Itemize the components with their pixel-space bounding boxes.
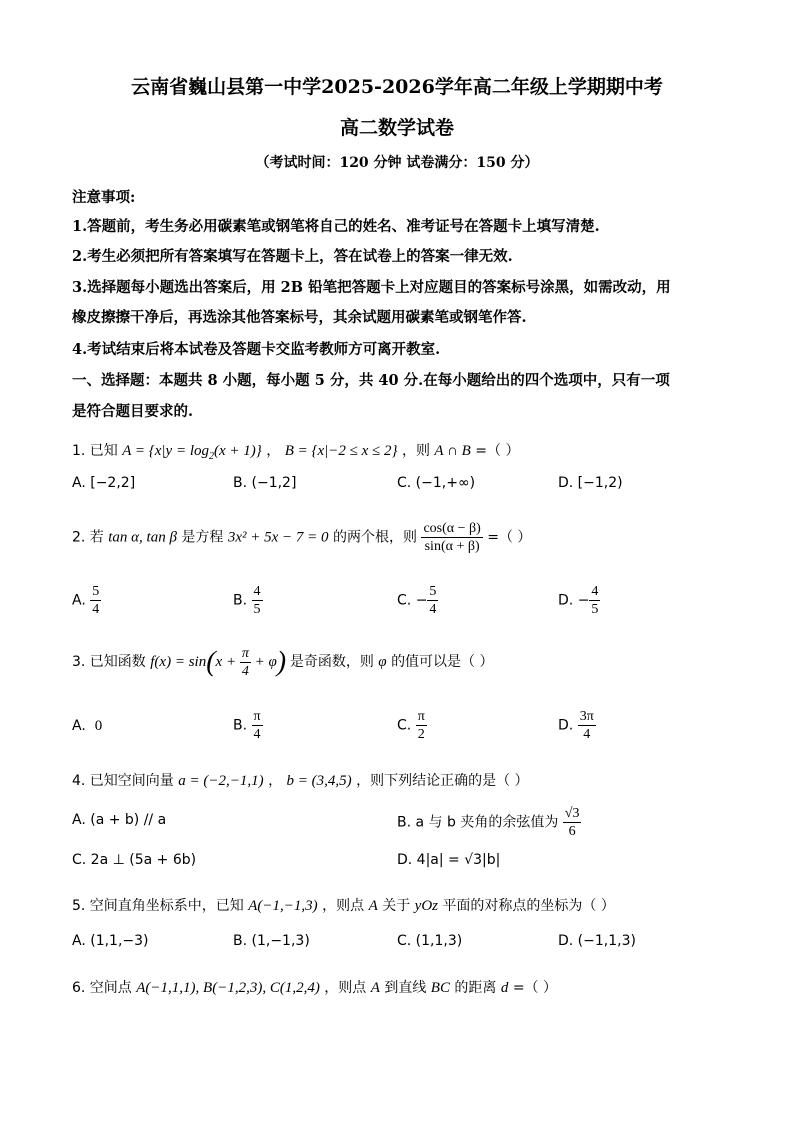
note-item: 橡皮擦擦干净后，再选涂其他答案标号，其余试题用碳素笔或钢笔作答. [72, 309, 527, 326]
q1-option-a[interactable]: A. [−2,2] [72, 475, 136, 491]
note-item: 4.考试结束后将本试卷及答题卡交监考教师方可离开教室. [72, 341, 441, 358]
q1-option-c[interactable]: C. (−1,+∞) [397, 475, 476, 491]
q3-option-d[interactable]: D. $\frac{3\pi}{4}$ [558, 709, 594, 742]
vector-a: a = (−2,−1,1) [178, 773, 264, 789]
q4-option-d[interactable]: D. 4|a| = √3|b| [397, 852, 501, 868]
point-a: A(−1,−1,3) [248, 898, 318, 914]
exam-title: 云南省巍山县第一中学2025-2026学年高二年级上学期期中考 [131, 76, 663, 98]
q3-option-b[interactable]: B. $\frac{\pi}{4}$ [233, 709, 261, 742]
question-1: 1. 已知 $A = \{x|y = \log_2(x + 1)\}$ ， B = {x|−2 ≤ x ≤ 2} ，则 A ∩ B =（ ） [72, 443, 520, 462]
note-item: 2.考生必须把所有答案填写在答题卡上，答在试卷上的答案一律无效. [72, 248, 513, 265]
q4-option-c[interactable]: C. 2a ⊥ (5a + 6b) [72, 852, 197, 868]
note-item: 1.答题前，考生务必用碳素笔或钢笔将自己的姓名、准考证号在答题卡上填写清楚. [72, 218, 600, 235]
question-2: 2. 若 tan α, tan β 是方程 3x² + 5x − 7 = 0 的两个根，则 $\frac{\cos(\alpha - \beta)}{\sin(\alpha + \beta)}$ =（ ） [72, 521, 532, 554]
q5-option-d[interactable]: D. (−1,1,3) [558, 933, 636, 949]
ratio-fraction: $\frac{\cos(\alpha - \beta)}{\sin(\alpha + \beta)}$ [423, 521, 481, 554]
q5-option-c[interactable]: C. (1,1,3) [397, 933, 463, 949]
set-b: B = {x|−2 ≤ x ≤ 2} [284, 443, 398, 459]
q2-option-c[interactable]: C. − $\frac{5}{4}$ [397, 584, 437, 617]
q4-option-b[interactable]: B. a 与 b 夹角的余弦值为 $\frac{√3}{6}$ [397, 806, 580, 839]
set-expression: A ∩ B [434, 443, 471, 459]
section-heading: 一、选择题：本题共 8 小题，每小题 5 分，共 40 分.在每小题给出的四个选项中，只有一项 [72, 372, 670, 389]
q2-option-a[interactable]: A. $\frac{5}{4}$ [72, 584, 100, 617]
line-name: BC [430, 980, 450, 996]
q5-option-a[interactable]: A. (1,1,−3) [72, 933, 149, 949]
quadratic-equation: 3x² + 5x − 7 = 0 [227, 529, 329, 546]
q2-option-b[interactable]: B. $\frac{4}{5}$ [233, 584, 261, 617]
q3-option-a[interactable]: A. 0 [72, 718, 103, 734]
exam-info: （考试时间：120 分钟 试卷满分：150 分） [255, 155, 539, 171]
exam-subtitle: 高二数学试卷 [339, 117, 454, 139]
roots-expression: tan α, tan β [108, 529, 177, 546]
question-6: 6. 空间点 A(−1,1,1), B(−1,2,3), C(1,2,4) ，则点 A 到直线 BC 的距离 d =（ ） [72, 980, 558, 996]
q2-option-d[interactable]: D. − $\frac{4}{5}$ [558, 584, 599, 617]
section-heading-cont: 是符合题目要求的. [72, 403, 194, 420]
question-5: 5. 空间直角坐标系中，已知 A(−1,−1,3) ，则点 A 关于 yOz 平面的对称点的坐标为（ ） [72, 898, 615, 914]
notes-heading: 注意事项: [72, 189, 136, 206]
q1-option-b[interactable]: B. (−1,2] [233, 475, 297, 491]
question-3: 3. 已知函数 f(x) = sin(x + $\frac{\pi}{4}$ + φ) 是奇函数，则 φ 的值可以是（ ） [72, 646, 494, 679]
q3-option-c[interactable]: C. $\frac{\pi}{2}$ [397, 709, 425, 742]
function-expression: f(x) = sin(x + $\frac{\pi}{4}$ + φ) [150, 646, 287, 679]
plane-name: yOz [414, 898, 438, 914]
note-item: 3.选择题每小题选出答案后，用 2B 铅笔把答题卡上对应题目的答案标号涂黑，如需改动，用 [72, 279, 671, 296]
q4-option-a[interactable]: A. (a + b) // a [72, 812, 167, 828]
points-list: A(−1,1,1), B(−1,2,3), C(1,2,4) [136, 980, 320, 996]
vector-b: b = (3,4,5) [286, 773, 352, 789]
q1-option-d[interactable]: D. [−1,2) [558, 475, 623, 491]
set-a: $A = \{x|y = \log_2(x + 1)\}$ [122, 443, 262, 462]
q5-option-b[interactable]: B. (1,−1,3) [233, 933, 310, 949]
question-4: 4. 已知空间向量 a = (−2,−1,1) ， b = (3,4,5) ，则下列结论正确的是（ ） [72, 773, 529, 789]
